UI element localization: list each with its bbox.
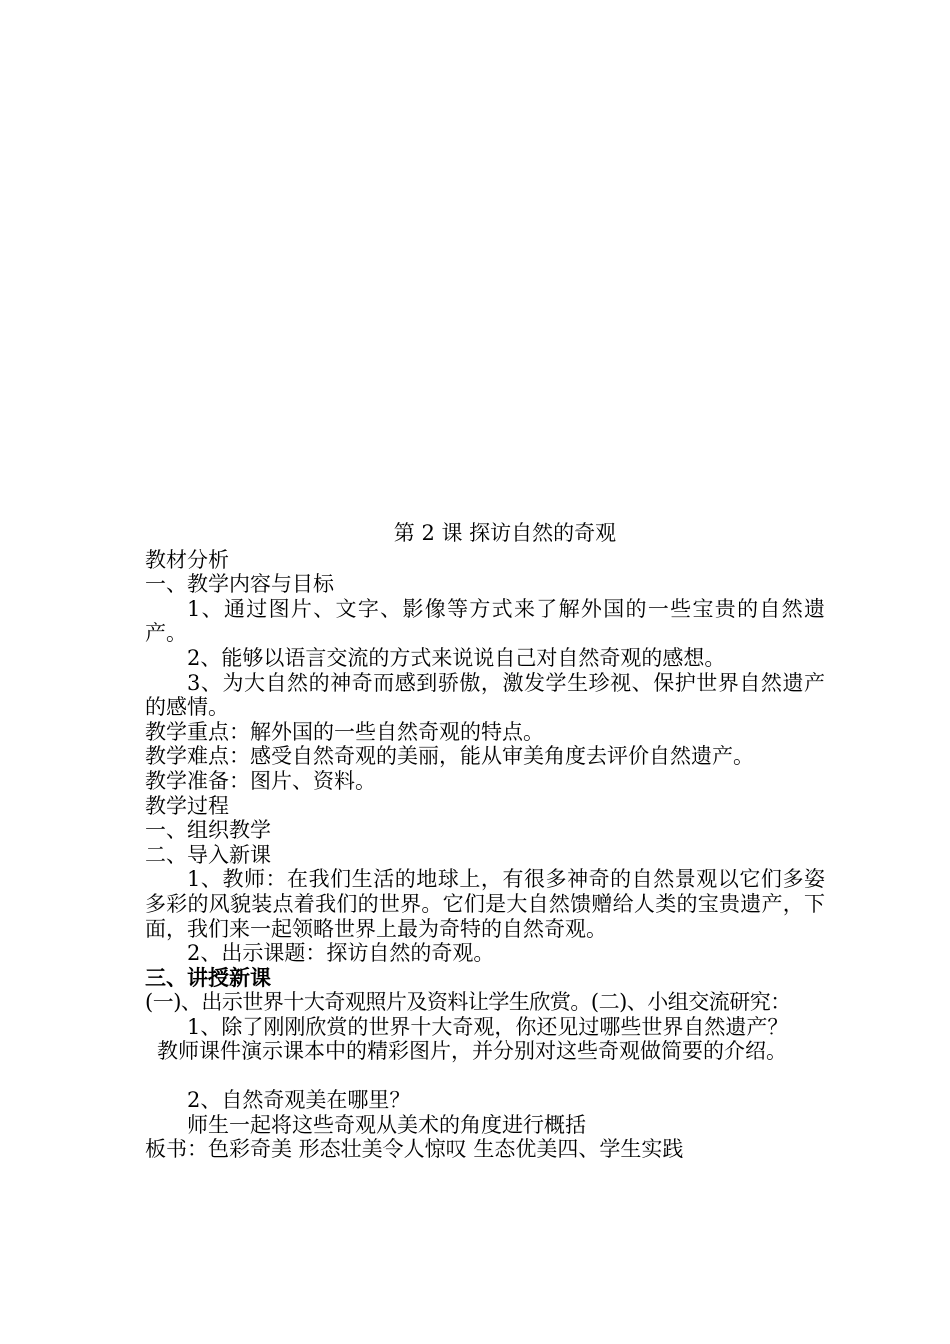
lesson-plan-body	[145, 521, 825, 1162]
blank-line	[145, 1064, 825, 1088]
intro-1: 1、教师：在我们生活的地球上，有很多神奇的自然景观以它们多姿多彩的风貌装点着我们的世界。它们是大自然馈赠给人类的宝贵遗产，下面，我们来一起领略世界上最为奇特的自然奇观。	[145, 867, 825, 941]
preparation: 教学准备：图片、资料。	[145, 768, 376, 793]
goal-2: 2、能够以语言交流的方式来说说自己对自然奇观的感想。	[187, 645, 726, 670]
question-2: 2、自然奇观美在哪里？	[187, 1088, 411, 1113]
lesson-title: 第 2 课 探访自然的奇观	[393, 521, 617, 545]
step-2: 二、导入新课	[145, 842, 271, 867]
section1-heading: 一、教学内容与目标	[145, 572, 334, 597]
board-writing: 板书：色彩奇美 形态壮美令人惊叹 生态优美四、学生实践	[145, 1137, 684, 1162]
analysis-heading: 教材分析	[145, 547, 229, 572]
step-1: 一、组织教学	[145, 818, 271, 843]
process-heading: 教学过程	[145, 793, 229, 818]
intro-2: 2、出示课题：探访自然的奇观。	[187, 941, 495, 966]
teacher-demo: 教师课件演示课本中的精彩图片，并分别对这些奇观做简要的介绍。	[157, 1039, 787, 1064]
goal-3: 3、为大自然的神奇而感到骄傲，激发学生珍视、保护世界自然遗产的感情。	[145, 670, 825, 720]
key-point: 教学重点：解外国的一些自然奇观的特点。	[145, 719, 544, 744]
goal-1: 1、通过图片、文字、影像等方式来了解外国的一些宝贵的自然遗产。	[145, 596, 825, 646]
teaching-part: (一)、出示世界十大奇观照片及资料让学生欣赏。(二)、小组交流研究：	[145, 990, 791, 1015]
summary: 师生一起将这些奇观从美术的角度进行概括	[187, 1112, 586, 1137]
question-1: 1、除了刚刚欣赏的世界十大奇观，你还见过哪些世界自然遗产？	[187, 1014, 789, 1039]
step-3: 三、讲授新课	[145, 964, 271, 990]
difficulty: 教学难点：感受自然奇观的美丽，能从审美角度去评价自然遗产。	[145, 744, 754, 769]
